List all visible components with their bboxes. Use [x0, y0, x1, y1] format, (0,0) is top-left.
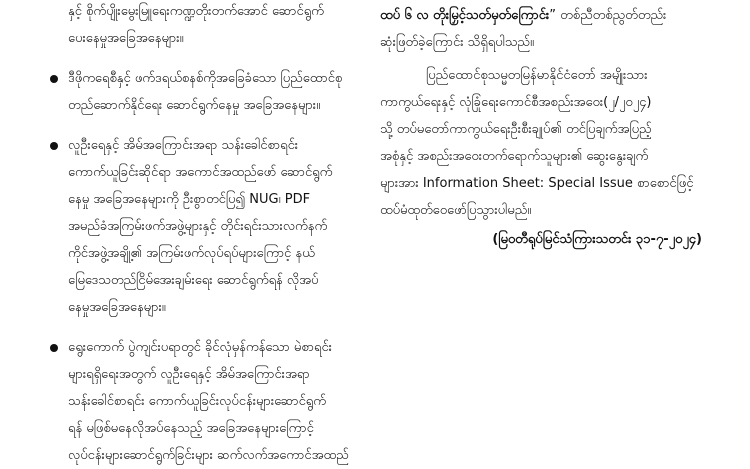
bullet-icon — [50, 75, 58, 83]
text-line: ကောက်ယူခြင်းဆိုင်ရာ အကောင်အထည်ဖော် ဆောင်ရွက် — [68, 165, 333, 180]
text-line — [380, 2, 702, 29]
left-column — [22, 0, 368, 469]
right-column — [380, 2, 702, 253]
text-line: ကာကွယ်ရေးနှင့် လုံခြုံရေးကောင်စီအစည်းအဝေး(၂/၂၀၂၄) — [380, 95, 652, 110]
source-citation: (မြဝတီရုပ်မြင်သံကြားသတင်း ၃၁-၇-၂၀၂၄) — [492, 232, 702, 247]
text-line: တည်ဆောက်နိုင်ရေး ဆောင်ရွက်နေမှု အခြေအနေများ။ — [68, 98, 321, 113]
text-line: ပေးနေမှုအခြေအနေများ။ — [68, 31, 184, 46]
text-line: ရွေးကောက် ပွဲကျင်းပရာတွင် ခိုင်လုံမှန်ကန်သော မဲစာရင်း — [68, 340, 332, 355]
text-line: နေမှုအခြေအနေများ။ — [68, 300, 166, 315]
text-line: ဒီဖိုကရေစီနှင့် ဖက်ဒရယ်စနစ်ကိုအခြေခံသော ပြည်ထောင်စု — [68, 71, 343, 86]
text-line: နှင့် စိုက်ပျိုးမွေးမြူရေးကဏ္ဍတိုးတက်အောင် ဆောင်ရွက် — [68, 4, 324, 19]
bullet-item — [22, 334, 368, 469]
bullet-item — [22, 65, 368, 119]
text-line: နေမှု အခြေအနေများကို ဦးစွာတင်ပြ၍ NUG၊ PDF — [68, 192, 311, 207]
text-line: သို့ တပ်မတော်ကာကွယ်ရေးဦးစီးချုပ်၏ တင်ပြချက်အပြည့် — [380, 122, 652, 137]
continued-paragraph — [22, 0, 368, 52]
text-line: များရရှိရေးအတွက် လူဦးရေနှင့် အိမ်အကြောင်းအရာ — [68, 367, 310, 382]
text-line: လူဦးရေနှင့် အိမ်အကြောင်းအရာ သန်းခေါင်စာရင်း — [68, 138, 299, 153]
bullet-icon — [50, 142, 58, 150]
bullet-icon — [50, 344, 58, 352]
text-line: ကိုင်အဖွဲ့အချို့၏ အကြမ်းဖက်လုပ်ရပ်များကြောင့် နယ် — [68, 246, 315, 261]
bold-phrase: ထပ် ၆ လ တိုးမြှင့်သတ်မှတ်ကြောင်း — [380, 8, 550, 23]
text-line: ပြည်ထောင်စုသမ္မတမြန်မာနိုင်ငံတော် အမျိုးသား — [426, 68, 648, 83]
text-line: များအား Information Sheet: Special Issue စာစောင်ဖြင့် — [380, 176, 694, 191]
text-line: မြေဒေသတည်ငြိမ်အေးချမ်းရေး ဆောင်ရွက်ရန် လိုအပ် — [68, 273, 319, 288]
text-line: ရန် မဖြစ်မနေလိုအပ်နေသည့် အခြေအနေများကြောင့် — [68, 421, 314, 436]
text-line: သန်းခေါင်စာရင်း ကောက်ယူခြင်းလုပ်ငန်းများဆောင်ရွက် — [68, 394, 326, 409]
text-line: ထပ်မံထုတ်ဝေဖော်ပြသွားပါမည်။ — [380, 203, 532, 218]
paragraph — [380, 62, 702, 224]
text-line: အမည်ခံအကြမ်းဖက်အဖွဲ့များနှင့် တိုင်းရင်းသားလက်နက် — [68, 219, 328, 234]
text-line: အစုံနှင့် အစည်းအဝေးတက်ရောက်သူများ၏ ဆွေးနွေးချက် — [380, 149, 649, 164]
bullet-item — [22, 132, 368, 321]
paragraph — [380, 2, 702, 56]
text-line: ဆုံးဖြတ်ခဲ့ကြောင်း သိရှိရပါသည်။ — [380, 35, 534, 50]
text-span: ” တစ်ညီတစ်ညွတ်တည်း — [549, 8, 667, 23]
text-line: လုပ်ငန်းများဆောင်ရွက်ခြင်းများ ဆက်လက်အကောင်အထည် — [68, 448, 349, 463]
